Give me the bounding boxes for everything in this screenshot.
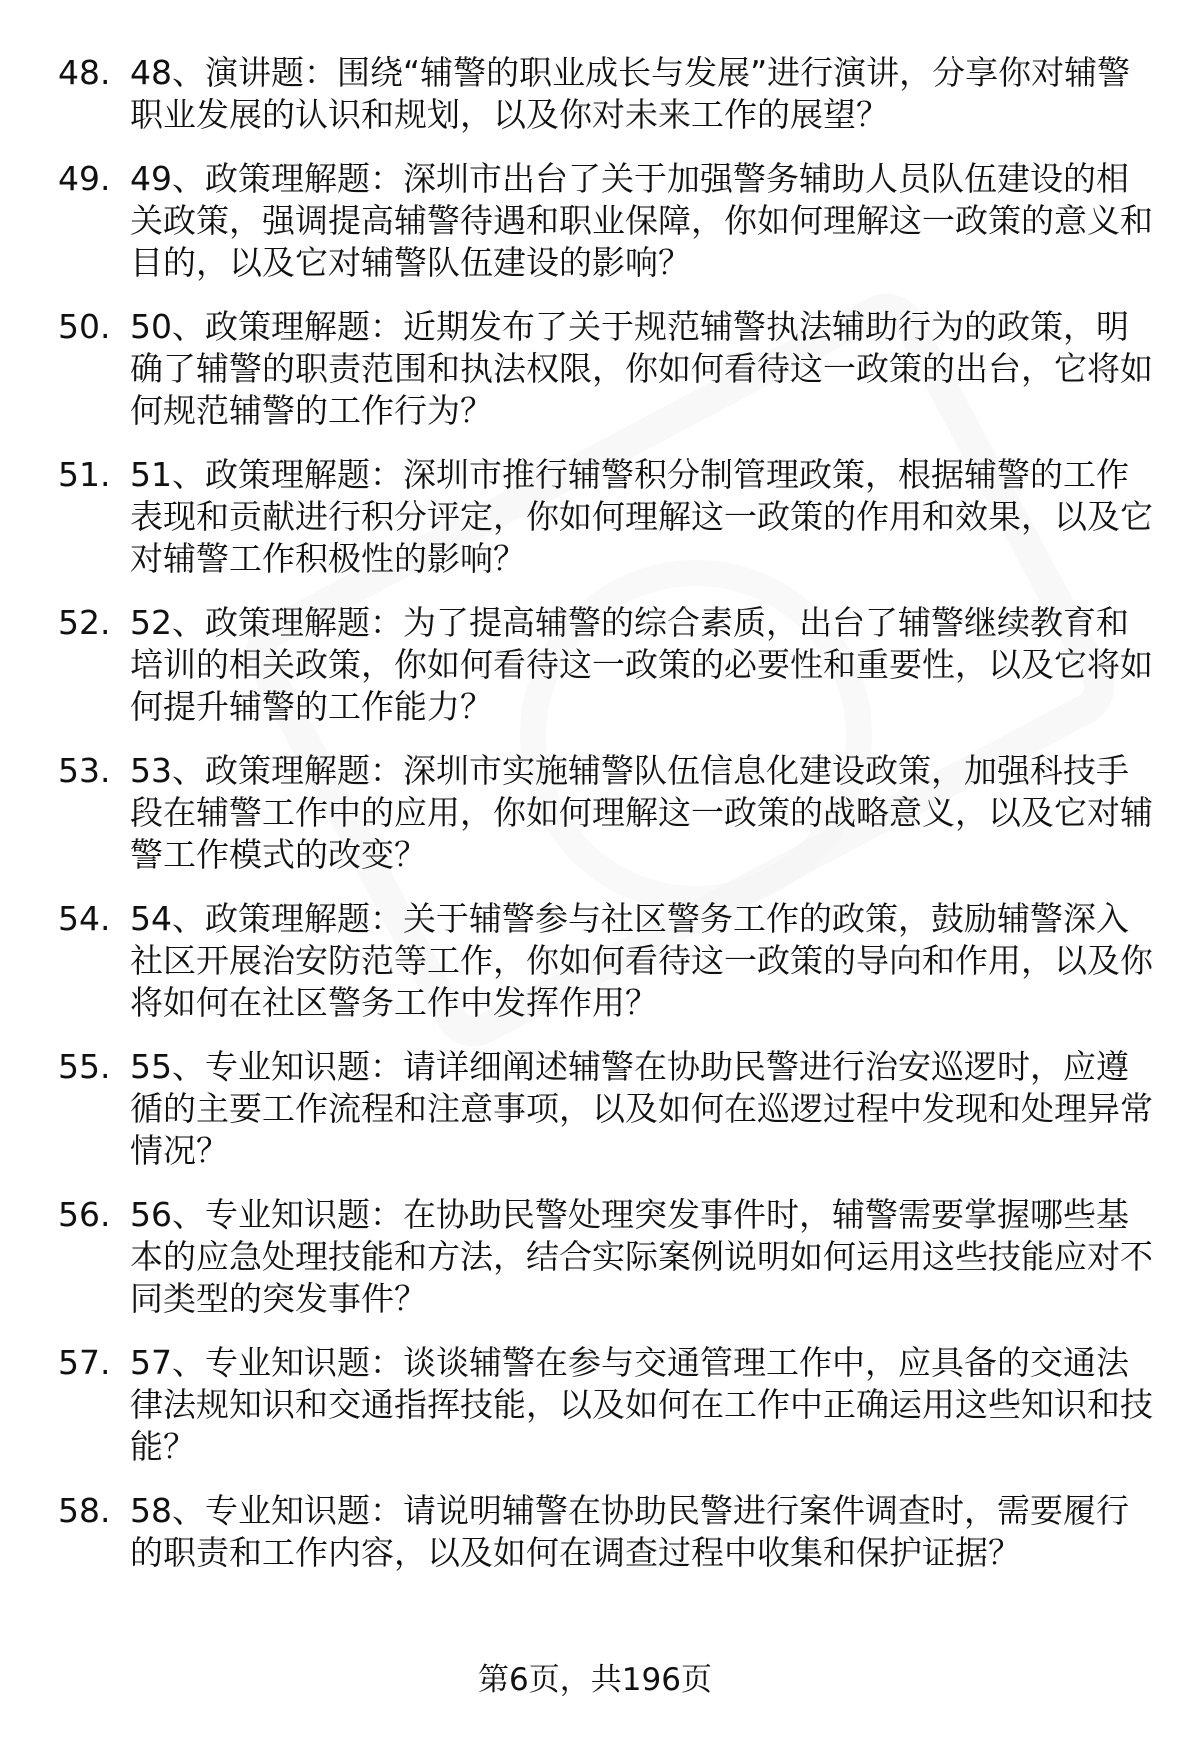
question-text: 53、政策理解题：深圳市实施辅警队伍信息化建设政策，加强科技手段在辅警工作中的应用，你如何理解这一政策的战略意义，以及它对辅警工作模式的改变？ (130, 751, 1153, 874)
question-item (58, 1046, 1158, 1172)
question-item (58, 898, 1158, 1024)
question-text: 55、专业知识题：请详细阐述辅警在协助民警进行治安巡逻时，应遵循的主要工作流程和注意事项，以及如何在巡逻过程中发现和处理异常情况？ (130, 1047, 1153, 1170)
question-number: 54. (58, 899, 111, 938)
question-number: 53. (58, 751, 111, 790)
question-number: 57. (58, 1343, 111, 1382)
question-number: 51. (58, 455, 111, 494)
question-item (58, 158, 1158, 284)
page-number-footer: 第6页，共196页 (478, 1662, 712, 1698)
question-item (58, 1194, 1158, 1320)
question-number: 56. (58, 1195, 111, 1234)
question-number: 55. (58, 1047, 111, 1086)
question-text: 57、专业知识题：谈谈辅警在参与交通管理工作中，应具备的交通法律法规知识和交通指挥技能，以及如何在工作中正确运用这些知识和技能？ (130, 1343, 1153, 1466)
question-list (58, 52, 1158, 1596)
question-number: 52. (58, 603, 111, 642)
question-text: 51、政策理解题：深圳市推行辅警积分制管理政策，根据辅警的工作表现和贡献进行积分评定，你如何理解这一政策的作用和效果，以及它对辅警工作积极性的影响？ (130, 455, 1153, 578)
question-item (58, 1342, 1158, 1468)
question-number: 58. (58, 1491, 111, 1530)
question-text: 50、政策理解题：近期发布了关于规范辅警执法辅助行为的政策，明确了辅警的职责范围和执法权限，你如何看待这一政策的出台，它将如何规范辅警的工作行为？ (130, 307, 1153, 430)
question-text: 49、政策理解题：深圳市出台了关于加强警务辅助人员队伍建设的相关政策，强调提高辅警待遇和职业保障，你如何理解这一政策的意义和目的，以及它对辅警队伍建设的影响？ (130, 159, 1153, 282)
question-text: 58、专业知识题：请说明辅警在协助民警进行案件调查时，需要履行的职责和工作内容，以及如何在调查过程中收集和保护证据？ (130, 1491, 1129, 1572)
question-item (58, 750, 1158, 876)
question-item (58, 52, 1158, 136)
question-number: 48. (58, 53, 111, 92)
question-item (58, 602, 1158, 728)
question-text: 48、演讲题：围绕“辅警的职业成长与发展”进行演讲，分享你对辅警职业发展的认识和规划，以及你对未来工作的展望？ (130, 53, 1131, 134)
question-item (58, 454, 1158, 580)
question-text: 54、政策理解题：关于辅警参与社区警务工作的政策，鼓励辅警深入社区开展治安防范等工作，你如何看待这一政策的导向和作用，以及你将如何在社区警务工作中发挥作用？ (130, 899, 1153, 1022)
question-text: 56、专业知识题：在协助民警处理突发事件时，辅警需要掌握哪些基本的应急处理技能和方法，结合实际案例说明如何运用这些技能应对不同类型的突发事件？ (130, 1195, 1153, 1318)
question-item (58, 1490, 1158, 1574)
question-number: 50. (58, 307, 111, 346)
question-item (58, 306, 1158, 432)
question-text: 52、政策理解题：为了提高辅警的综合素质，出台了辅警继续教育和培训的相关政策，你如何看待这一政策的必要性和重要性，以及它将如何提升辅警的工作能力？ (130, 603, 1153, 726)
question-number: 49. (58, 159, 111, 198)
